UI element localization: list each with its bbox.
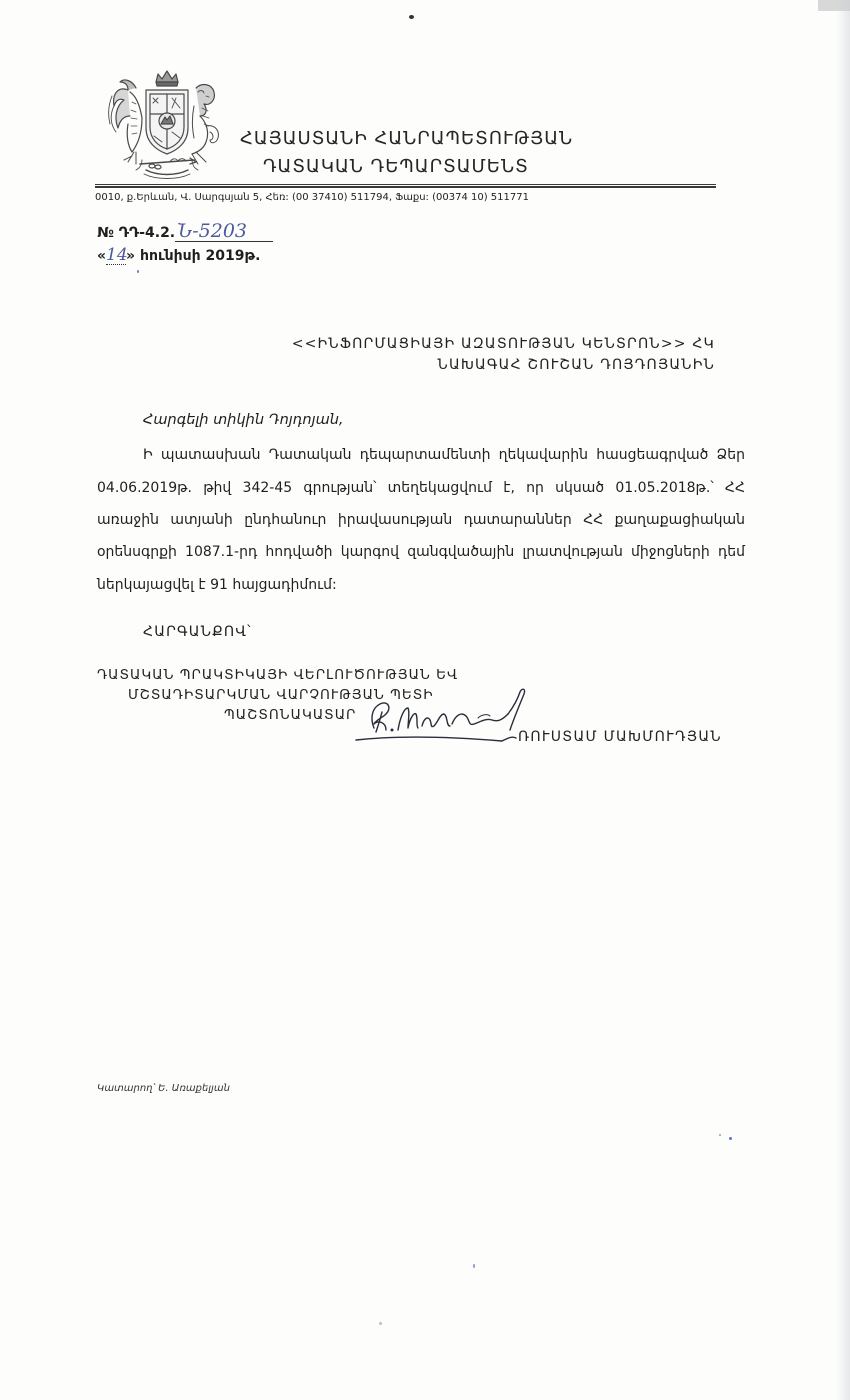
body-word: է, <box>503 480 515 496</box>
body-word: գրության՝ <box>303 480 377 496</box>
header-double-rule <box>95 184 716 188</box>
body-line <box>97 477 745 499</box>
body-word: հոդվածի <box>265 544 333 560</box>
body-word: 01.05.2018թ.՝ <box>615 480 714 496</box>
body-word: դատարաններ <box>463 512 572 528</box>
scan-speck <box>379 1322 382 1325</box>
coat-of-arms-icon <box>106 66 228 184</box>
body-word: 342-45 <box>242 480 293 496</box>
body-word: որ <box>526 480 544 496</box>
signatory-title-line: ՄՇՏԱԴԻՏԱՐԿՄԱՆ ՎԱՐՉՈՒԹՅԱՆ ՊԵՏԻ <box>128 687 434 703</box>
reference-prefix: № ԴԴ-4.2. <box>97 225 176 241</box>
body-word: Ձեր <box>716 447 745 463</box>
recipient-organization: <<ԻՆՖՈՐՄԱՑԻԱՅԻ ԱԶԱՏՈՒԹՅԱՆ ԿԵՆՏՐՈՆ>> ՀԿ <box>291 336 715 352</box>
signatory-title-line: ՊԱՇՏՈՆԱԿԱՏԱՐ <box>224 707 357 723</box>
scan-speck <box>409 15 414 19</box>
body-line <box>97 509 745 531</box>
body-word: առաջին <box>97 512 159 528</box>
body-word: կարգով <box>340 544 400 560</box>
closing-phrase: ՀԱՐԳԱՆՔՈՎ՝ <box>143 624 252 640</box>
scan-speck <box>137 270 139 273</box>
letter-date <box>97 246 260 265</box>
scan-speck <box>719 1134 721 1136</box>
body-word: հասցեագրված <box>596 447 709 463</box>
body-word: միջոցների <box>630 544 710 560</box>
body-line: ներկայացվել է 91 հայցադիմում: <box>97 577 337 593</box>
body-word: զանգվածային <box>407 544 515 560</box>
body-word: Ի <box>143 447 153 463</box>
body-line <box>97 541 745 563</box>
body-word: թիվ <box>203 480 232 496</box>
executor-note: Կատարող՝ Ե. Առաքելյան <box>97 1083 230 1094</box>
reference-handwritten-number: Ն-5203 <box>175 221 273 242</box>
ministry-title-line-1: ՀԱՅԱՍՏԱՆԻ ՀԱՆՐԱՊԵՏՈՒԹՅԱՆ <box>240 128 574 149</box>
date-month-year: » հունիսի 2019թ. <box>126 248 261 264</box>
body-word: սկսած <box>555 480 605 496</box>
body-word: լրատվության <box>522 544 623 560</box>
body-word: քաղաքացիական <box>614 512 745 528</box>
body-word: ատյանի <box>170 512 233 528</box>
body-word: դեպարտամենտի <box>359 447 491 463</box>
body-word: ՀՀ <box>583 512 604 528</box>
scan-speck <box>473 1264 475 1268</box>
body-word: 1087.1-րդ <box>185 544 258 560</box>
body-word: դեմ <box>717 544 745 560</box>
body-word: 04.06.2019թ. <box>97 480 192 496</box>
body-word: ընդհանուր <box>244 512 327 528</box>
recipient-person: ՆԱԽԱԳԱՀ ՇՈՒՇԱՆ ԴՈՅԴՈՅԱՆԻՆ <box>437 357 715 373</box>
body-word: ՀՀ <box>724 480 745 496</box>
scan-speck <box>729 1137 732 1140</box>
body-word: տեղեկացվում <box>387 480 492 496</box>
body-word: ղեկավարին <box>498 447 589 463</box>
salutation: Հարգելի տիկին Դոյդոյան, <box>143 412 344 428</box>
handwritten-signature <box>352 684 534 748</box>
body-word: Դատական <box>268 447 352 463</box>
header-address: 0010, ք.Երևան, Վ. Սարգսյան 5, Հեռ: (00 37410) 511794, Ֆաքս: (00374 10) 511771 <box>95 192 529 203</box>
ministry-title-line-2: ԴԱՏԱԿԱՆ ԴԵՊԱՐՏԱՄԵՆՏ <box>263 156 529 177</box>
body-word: օրենսգրքի <box>97 544 177 560</box>
body-word: իրավասության <box>337 512 453 528</box>
body-word: պատասխան <box>160 447 261 463</box>
reference-number <box>97 221 273 242</box>
body-line <box>97 444 745 466</box>
signatory-title-line: ԴԱՏԱԿԱՆ ՊՐԱԿՏԻԿԱՅԻ ՎԵՐԼՈՒԾՈՒԹՅԱՆ ԵՎ <box>97 667 459 683</box>
date-open-quote: « <box>97 248 107 264</box>
date-handwritten-day: 14 <box>106 245 128 265</box>
scan-edge-shade <box>836 0 850 1400</box>
signatory-name: ՌՈՒՍՏԱՄ ՄԱԽՄՈՒԴՅԱՆ <box>518 729 722 745</box>
